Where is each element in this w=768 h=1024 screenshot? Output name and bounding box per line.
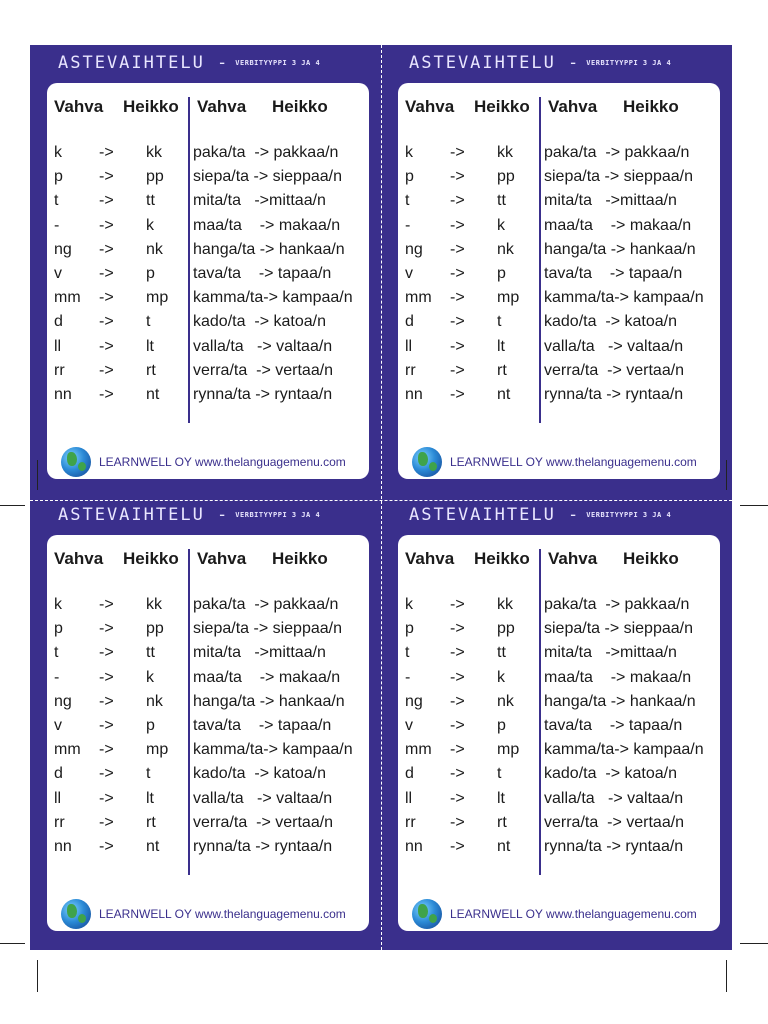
arrow: -> bbox=[450, 741, 465, 759]
table-row bbox=[398, 386, 720, 410]
table-row bbox=[47, 217, 369, 241]
strong-consonant: nn bbox=[54, 385, 72, 403]
flashcard-4 bbox=[381, 497, 732, 949]
arrow: -> bbox=[450, 192, 465, 210]
arrow: -> bbox=[99, 240, 114, 258]
weak-consonant: mp bbox=[146, 289, 169, 307]
column-header: Vahva bbox=[54, 97, 104, 116]
table-row bbox=[47, 362, 369, 386]
verb-example: rynna/ta -> ryntaa/n bbox=[193, 385, 333, 403]
weak-consonant: kk bbox=[146, 596, 162, 613]
verb-example: kamma/ta-> kampaa/n bbox=[193, 289, 353, 307]
weak-consonant: rt bbox=[146, 813, 156, 831]
table-row bbox=[47, 838, 369, 862]
card-subtitle: VERBITYYPPI 3 JA 4 bbox=[586, 511, 672, 519]
table-row bbox=[398, 838, 720, 862]
weak-consonant: nt bbox=[146, 837, 160, 855]
card-subtitle: VERBITYYPPI 3 JA 4 bbox=[235, 59, 321, 67]
weak-consonant: rt bbox=[497, 813, 507, 831]
table-row bbox=[47, 741, 369, 765]
weak-consonant: p bbox=[146, 264, 155, 282]
gradation-table bbox=[398, 144, 720, 410]
verb-example: hanga/ta -> hankaa/n bbox=[193, 692, 345, 710]
weak-consonant: kk bbox=[146, 144, 162, 161]
weak-consonant: t bbox=[497, 313, 502, 331]
verb-example: kado/ta -> katoa/n bbox=[544, 313, 677, 331]
arrow: -> bbox=[99, 144, 114, 161]
weak-consonant: tt bbox=[497, 644, 506, 662]
weak-consonant: t bbox=[146, 765, 151, 783]
strong-consonant: k bbox=[54, 144, 62, 161]
card-footer bbox=[412, 899, 697, 929]
arrow: -> bbox=[99, 192, 114, 210]
strong-consonant: k bbox=[405, 144, 413, 161]
table-row bbox=[47, 765, 369, 789]
card-title-text: ASTEVAIHTELU - bbox=[409, 505, 581, 525]
arrow: -> bbox=[450, 789, 465, 807]
weak-consonant: nk bbox=[497, 692, 514, 710]
flashcard-2 bbox=[381, 45, 732, 497]
table-row bbox=[47, 790, 369, 814]
card-title-text: ASTEVAIHTELU - bbox=[58, 53, 230, 73]
strong-consonant: mm bbox=[54, 741, 81, 759]
arrow: -> bbox=[99, 716, 114, 734]
arrow: -> bbox=[99, 789, 114, 807]
weak-consonant: lt bbox=[497, 337, 505, 355]
crop-mark bbox=[37, 960, 38, 992]
table-row bbox=[398, 217, 720, 241]
weak-consonant: p bbox=[497, 716, 506, 734]
column-header: Vahva bbox=[197, 549, 247, 568]
card-subtitle: VERBITYYPPI 3 JA 4 bbox=[235, 511, 321, 519]
strong-consonant: v bbox=[54, 716, 62, 734]
weak-consonant: t bbox=[146, 313, 151, 331]
table-row bbox=[398, 338, 720, 362]
strong-consonant: ng bbox=[54, 692, 72, 710]
strong-consonant: p bbox=[54, 620, 63, 638]
strong-consonant: - bbox=[54, 216, 60, 234]
arrow: -> bbox=[99, 765, 114, 783]
strong-consonant: mm bbox=[54, 289, 81, 307]
verb-example: kado/ta -> katoa/n bbox=[193, 313, 326, 331]
verb-example: valla/ta -> valtaa/n bbox=[193, 789, 333, 807]
arrow: -> bbox=[450, 644, 465, 662]
weak-consonant: k bbox=[146, 668, 154, 686]
table-row bbox=[47, 144, 369, 168]
arrow: -> bbox=[450, 385, 465, 403]
strong-consonant: d bbox=[405, 313, 414, 331]
verb-example: kamma/ta-> kampaa/n bbox=[193, 741, 353, 759]
strong-consonant: d bbox=[54, 765, 63, 783]
column-header: Heikko bbox=[474, 97, 530, 116]
footer-text: LEARNWELL OY www.thelanguagemenu.com bbox=[99, 907, 346, 921]
strong-consonant: nn bbox=[405, 385, 423, 403]
arrow: -> bbox=[99, 692, 114, 710]
card-title bbox=[58, 53, 320, 73]
verb-example: mita/ta ->mittaa/n bbox=[544, 644, 677, 662]
strong-consonant: mm bbox=[405, 289, 432, 307]
strong-consonant: rr bbox=[405, 813, 416, 831]
weak-consonant: pp bbox=[146, 620, 164, 638]
weak-consonant: mp bbox=[497, 741, 520, 759]
arrow: -> bbox=[99, 620, 114, 638]
table-row bbox=[47, 644, 369, 668]
strong-consonant: nn bbox=[54, 837, 72, 855]
strong-consonant: ng bbox=[405, 692, 423, 710]
verb-example: paka/ta -> pakkaa/n bbox=[193, 596, 339, 613]
verb-example: tava/ta -> tapaa/n bbox=[193, 716, 332, 734]
arrow: -> bbox=[99, 837, 114, 855]
arrow: -> bbox=[450, 240, 465, 258]
table-row bbox=[398, 289, 720, 313]
weak-consonant: lt bbox=[497, 789, 505, 807]
verb-example: paka/ta -> pakkaa/n bbox=[193, 144, 339, 161]
table-row bbox=[47, 338, 369, 362]
verb-example: mita/ta ->mittaa/n bbox=[193, 192, 326, 210]
strong-consonant: - bbox=[405, 216, 411, 234]
card-panel bbox=[47, 535, 369, 931]
arrow: -> bbox=[450, 216, 465, 234]
arrow: -> bbox=[450, 596, 465, 613]
strong-consonant: t bbox=[54, 644, 59, 662]
verb-example: siepa/ta -> sieppaa/n bbox=[544, 620, 693, 638]
verb-example: valla/ta -> valtaa/n bbox=[544, 337, 684, 355]
column-header: Heikko bbox=[272, 97, 328, 116]
crop-mark bbox=[726, 960, 727, 992]
globe-icon bbox=[412, 447, 442, 477]
card-title-text: ASTEVAIHTELU - bbox=[409, 53, 581, 73]
table-row bbox=[398, 741, 720, 765]
strong-consonant: v bbox=[54, 264, 62, 282]
card-panel bbox=[47, 83, 369, 479]
card-panel bbox=[398, 535, 720, 931]
strong-consonant: rr bbox=[54, 813, 65, 831]
strong-consonant: rr bbox=[54, 361, 65, 379]
column-header: Vahva bbox=[548, 549, 598, 568]
weak-consonant: nk bbox=[146, 240, 163, 258]
table-row bbox=[398, 313, 720, 337]
table-row bbox=[47, 620, 369, 644]
table-row bbox=[398, 620, 720, 644]
table-row bbox=[47, 693, 369, 717]
column-header: Vahva bbox=[54, 549, 104, 568]
verb-example: maa/ta -> makaa/n bbox=[193, 216, 341, 234]
weak-consonant: pp bbox=[497, 168, 515, 186]
globe-icon bbox=[61, 899, 91, 929]
arrow: -> bbox=[99, 668, 114, 686]
table-row bbox=[398, 144, 720, 168]
column-header: Heikko bbox=[623, 97, 679, 116]
arrow: -> bbox=[450, 144, 465, 161]
column-header: Heikko bbox=[272, 549, 328, 568]
strong-consonant: mm bbox=[405, 741, 432, 759]
column-header: Heikko bbox=[474, 549, 530, 568]
globe-icon bbox=[412, 899, 442, 929]
arrow: -> bbox=[99, 813, 114, 831]
verb-example: mita/ta ->mittaa/n bbox=[544, 192, 677, 210]
arrow: -> bbox=[99, 264, 114, 282]
table-row bbox=[47, 289, 369, 313]
verb-example: rynna/ta -> ryntaa/n bbox=[193, 837, 333, 855]
gradation-table bbox=[47, 596, 369, 862]
arrow: -> bbox=[450, 765, 465, 783]
weak-consonant: nt bbox=[497, 385, 511, 403]
flashcard-3 bbox=[30, 497, 381, 949]
table-row bbox=[398, 765, 720, 789]
weak-consonant: lt bbox=[146, 337, 154, 355]
verb-example: kado/ta -> katoa/n bbox=[544, 765, 677, 783]
verb-example: maa/ta -> makaa/n bbox=[544, 216, 692, 234]
weak-consonant: p bbox=[146, 716, 155, 734]
weak-consonant: tt bbox=[497, 192, 506, 210]
weak-consonant: rt bbox=[497, 361, 507, 379]
globe-icon bbox=[61, 447, 91, 477]
strong-consonant: ll bbox=[54, 337, 62, 355]
weak-consonant: nk bbox=[146, 692, 163, 710]
strong-consonant: k bbox=[54, 596, 62, 613]
verb-example: hanga/ta -> hankaa/n bbox=[193, 240, 345, 258]
column-header: Heikko bbox=[123, 549, 179, 568]
crop-mark bbox=[0, 505, 25, 506]
arrow: -> bbox=[450, 668, 465, 686]
strong-consonant: - bbox=[54, 668, 60, 686]
column-header: Vahva bbox=[548, 97, 598, 116]
weak-consonant: k bbox=[497, 216, 505, 234]
strong-consonant: d bbox=[405, 765, 414, 783]
arrow: -> bbox=[450, 692, 465, 710]
weak-consonant: t bbox=[497, 765, 502, 783]
verb-example: paka/ta -> pakkaa/n bbox=[544, 596, 690, 613]
weak-consonant: k bbox=[497, 668, 505, 686]
arrow: -> bbox=[99, 289, 114, 307]
strong-consonant: ll bbox=[405, 337, 413, 355]
weak-consonant: mp bbox=[146, 741, 169, 759]
table-row bbox=[398, 717, 720, 741]
table-row bbox=[47, 192, 369, 216]
table-row bbox=[398, 790, 720, 814]
column-header: Vahva bbox=[405, 97, 455, 116]
verb-example: verra/ta -> vertaa/n bbox=[544, 361, 685, 379]
verb-example: kado/ta -> katoa/n bbox=[193, 765, 326, 783]
table-row bbox=[47, 265, 369, 289]
arrow: -> bbox=[450, 620, 465, 638]
footer-text: LEARNWELL OY www.thelanguagemenu.com bbox=[450, 455, 697, 469]
verb-example: verra/ta -> vertaa/n bbox=[544, 813, 685, 831]
footer-text: LEARNWELL OY www.thelanguagemenu.com bbox=[450, 907, 697, 921]
verb-example: maa/ta -> makaa/n bbox=[193, 668, 341, 686]
crop-mark bbox=[740, 943, 768, 944]
table-row bbox=[47, 596, 369, 620]
strong-consonant: k bbox=[405, 596, 413, 613]
arrow: -> bbox=[99, 385, 114, 403]
arrow: -> bbox=[99, 741, 114, 759]
arrow: -> bbox=[99, 596, 114, 613]
gradation-table bbox=[47, 144, 369, 410]
column-header: Vahva bbox=[405, 549, 455, 568]
table-row bbox=[398, 241, 720, 265]
verb-example: rynna/ta -> ryntaa/n bbox=[544, 837, 684, 855]
gradation-table bbox=[398, 596, 720, 862]
verb-example: tava/ta -> tapaa/n bbox=[544, 716, 683, 734]
table-row bbox=[398, 596, 720, 620]
table-row bbox=[398, 644, 720, 668]
verb-example: paka/ta -> pakkaa/n bbox=[544, 144, 690, 161]
strong-consonant: v bbox=[405, 264, 413, 282]
verb-example: maa/ta -> makaa/n bbox=[544, 668, 692, 686]
table-row bbox=[47, 168, 369, 192]
weak-consonant: lt bbox=[146, 789, 154, 807]
crop-mark bbox=[0, 943, 25, 944]
crop-mark bbox=[740, 505, 768, 506]
card-panel bbox=[398, 83, 720, 479]
card-subtitle: VERBITYYPPI 3 JA 4 bbox=[586, 59, 672, 67]
arrow: -> bbox=[99, 644, 114, 662]
strong-consonant: d bbox=[54, 313, 63, 331]
table-row bbox=[47, 814, 369, 838]
table-row bbox=[398, 814, 720, 838]
weak-consonant: p bbox=[497, 264, 506, 282]
arrow: -> bbox=[99, 216, 114, 234]
strong-consonant: ll bbox=[405, 789, 413, 807]
strong-consonant: p bbox=[54, 168, 63, 186]
strong-consonant: ng bbox=[54, 240, 72, 258]
flashcard-1 bbox=[30, 45, 381, 497]
table-row bbox=[398, 265, 720, 289]
strong-consonant: t bbox=[54, 192, 59, 210]
arrow: -> bbox=[450, 168, 465, 186]
arrow: -> bbox=[99, 361, 114, 379]
card-footer bbox=[61, 447, 346, 477]
arrow: -> bbox=[99, 168, 114, 186]
table-row bbox=[398, 669, 720, 693]
verb-example: hanga/ta -> hankaa/n bbox=[544, 240, 696, 258]
verb-example: valla/ta -> valtaa/n bbox=[193, 337, 333, 355]
weak-consonant: rt bbox=[146, 361, 156, 379]
verb-example: tava/ta -> tapaa/n bbox=[544, 264, 683, 282]
arrow: -> bbox=[450, 361, 465, 379]
strong-consonant: v bbox=[405, 716, 413, 734]
verb-example: tava/ta -> tapaa/n bbox=[193, 264, 332, 282]
strong-consonant: p bbox=[405, 168, 414, 186]
arrow: -> bbox=[450, 289, 465, 307]
weak-consonant: tt bbox=[146, 644, 155, 662]
arrow: -> bbox=[99, 337, 114, 355]
strong-consonant: t bbox=[405, 192, 410, 210]
column-header: Heikko bbox=[123, 97, 179, 116]
weak-consonant: tt bbox=[146, 192, 155, 210]
card-footer bbox=[412, 447, 697, 477]
arrow: -> bbox=[450, 813, 465, 831]
table-row bbox=[398, 168, 720, 192]
strong-consonant: ng bbox=[405, 240, 423, 258]
strong-consonant: - bbox=[405, 668, 411, 686]
card-title bbox=[58, 505, 320, 525]
verb-example: mita/ta ->mittaa/n bbox=[193, 644, 326, 662]
verb-example: rynna/ta -> ryntaa/n bbox=[544, 385, 684, 403]
verb-example: valla/ta -> valtaa/n bbox=[544, 789, 684, 807]
weak-consonant: pp bbox=[497, 620, 515, 638]
table-row bbox=[398, 192, 720, 216]
weak-consonant: pp bbox=[146, 168, 164, 186]
weak-consonant: nt bbox=[146, 385, 160, 403]
verb-example: kamma/ta-> kampaa/n bbox=[544, 289, 704, 307]
card-title bbox=[409, 53, 671, 73]
arrow: -> bbox=[450, 264, 465, 282]
strong-consonant: rr bbox=[405, 361, 416, 379]
arrow: -> bbox=[450, 837, 465, 855]
table-row bbox=[47, 313, 369, 337]
strong-consonant: t bbox=[405, 644, 410, 662]
verb-example: verra/ta -> vertaa/n bbox=[193, 361, 334, 379]
table-row bbox=[47, 717, 369, 741]
verb-example: hanga/ta -> hankaa/n bbox=[544, 692, 696, 710]
column-header: Vahva bbox=[197, 97, 247, 116]
weak-consonant: kk bbox=[497, 596, 513, 613]
verb-example: siepa/ta -> sieppaa/n bbox=[193, 620, 342, 638]
strong-consonant: nn bbox=[405, 837, 423, 855]
verb-example: kamma/ta-> kampaa/n bbox=[544, 741, 704, 759]
column-header: Heikko bbox=[623, 549, 679, 568]
arrow: -> bbox=[450, 313, 465, 331]
table-row bbox=[47, 241, 369, 265]
weak-consonant: kk bbox=[497, 144, 513, 161]
footer-text: LEARNWELL OY www.thelanguagemenu.com bbox=[99, 455, 346, 469]
table-row bbox=[47, 669, 369, 693]
table-row bbox=[398, 362, 720, 386]
table-row bbox=[47, 386, 369, 410]
card-title-text: ASTEVAIHTELU - bbox=[58, 505, 230, 525]
arrow: -> bbox=[99, 313, 114, 331]
weak-consonant: nt bbox=[497, 837, 511, 855]
weak-consonant: k bbox=[146, 216, 154, 234]
verb-example: siepa/ta -> sieppaa/n bbox=[193, 168, 342, 186]
verb-example: verra/ta -> vertaa/n bbox=[193, 813, 334, 831]
arrow: -> bbox=[450, 337, 465, 355]
strong-consonant: ll bbox=[54, 789, 62, 807]
card-footer bbox=[61, 899, 346, 929]
weak-consonant: nk bbox=[497, 240, 514, 258]
table-row bbox=[398, 693, 720, 717]
weak-consonant: mp bbox=[497, 289, 520, 307]
arrow: -> bbox=[450, 716, 465, 734]
strong-consonant: p bbox=[405, 620, 414, 638]
verb-example: siepa/ta -> sieppaa/n bbox=[544, 168, 693, 186]
card-title bbox=[409, 505, 671, 525]
